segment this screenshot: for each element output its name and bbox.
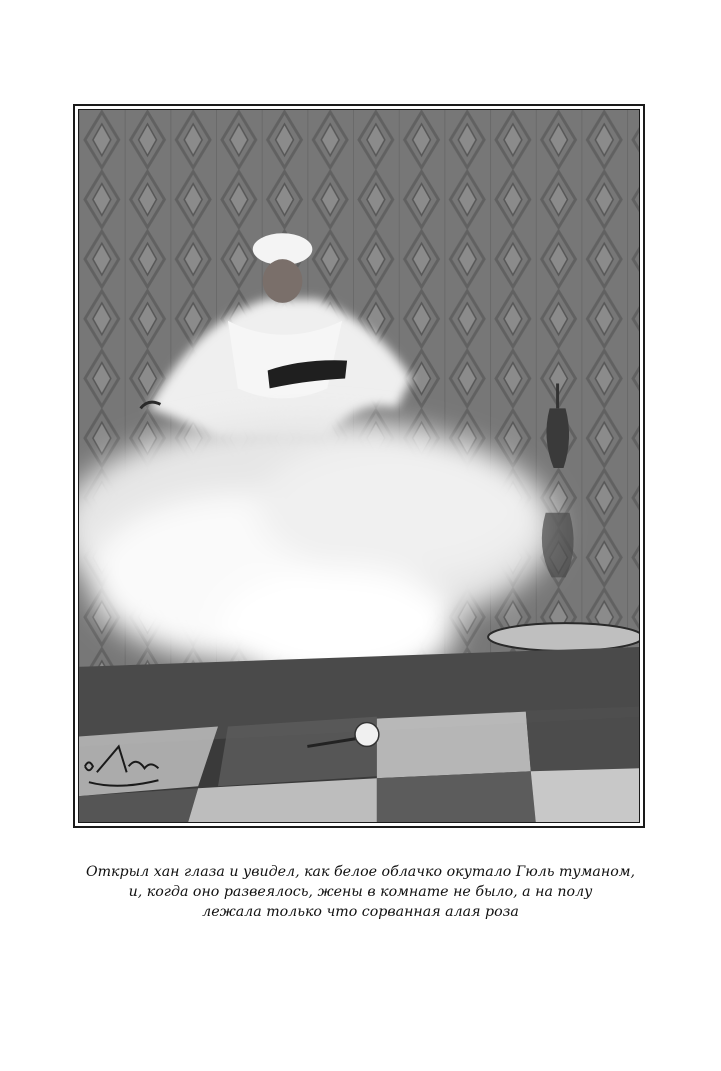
floor-tile [218,717,377,787]
floor-tile [531,768,639,822]
caption [40,862,681,922]
tray [488,623,639,651]
illustration-frame [73,104,645,828]
caption-line-1: Открыл хан глаза и увидел, как белое облачко окутало Гюль туманом, [85,864,636,880]
illustration [79,110,639,822]
floor-tile [377,771,536,822]
illustration-panel [78,109,640,823]
caption-line-2: и, когда оно развеялось, жены в комнате не было, а на полу [128,884,593,900]
caption-line-3: лежала только что сорванная алая роза [202,904,519,920]
floor-tile [526,707,639,772]
face [263,259,303,303]
floor-tile [79,727,218,797]
floor-tile [377,712,531,779]
